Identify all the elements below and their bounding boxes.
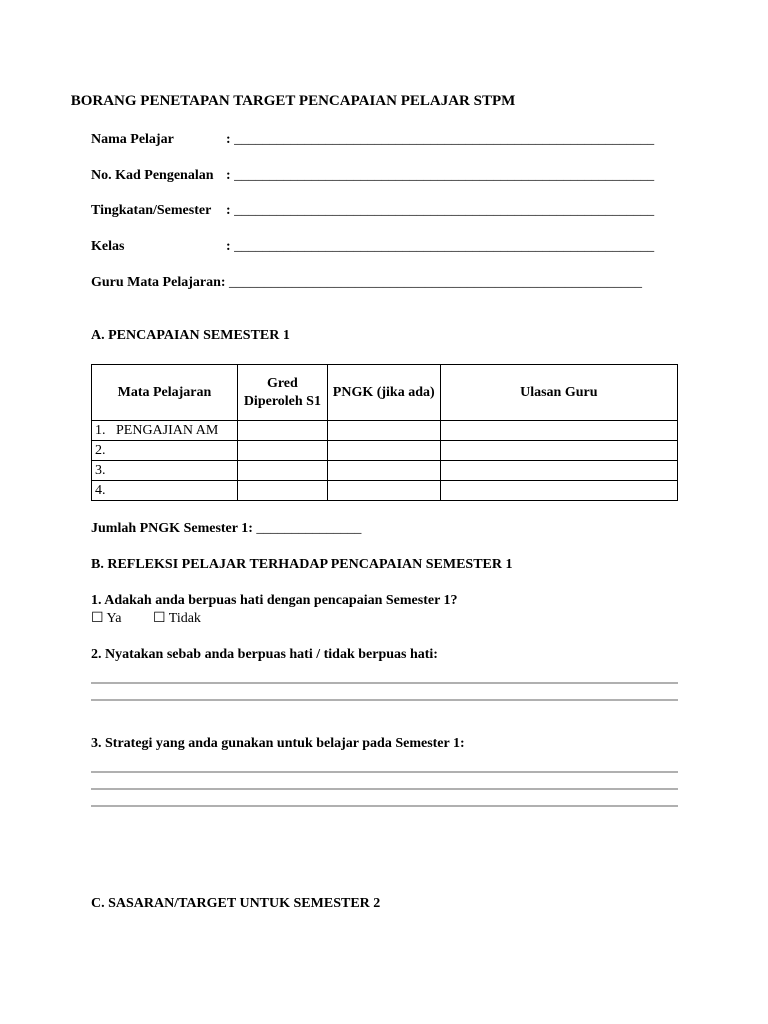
section-c-heading: C. SASARAN/TARGET UNTUK SEMESTER 2 [91, 896, 381, 911]
column-header: Gred Diperoleh S1 [237, 365, 327, 421]
field-input-line[interactable]: ____________________________________________________________ [234, 132, 655, 147]
column-header: PNGK (jika ada) [327, 365, 440, 421]
table-cell: 1. PENGAJIAN AM [92, 421, 238, 441]
answer-line[interactable] [91, 771, 678, 773]
table-cell-input[interactable] [327, 441, 440, 461]
field-no-kad-pengenalan[interactable] [91, 168, 654, 184]
column-header: Mata Pelajaran [92, 365, 238, 421]
grades-table [91, 364, 678, 501]
table-cell-input[interactable] [440, 481, 677, 501]
field-tingkatan-semester[interactable] [91, 203, 654, 219]
field-label: No. Kad Pengenalan [91, 168, 214, 183]
table-header-row [92, 365, 678, 421]
section-a-heading: A. PENCAPAIAN SEMESTER 1 [91, 328, 290, 343]
answer-line[interactable] [91, 699, 678, 701]
table-row [92, 461, 678, 481]
field-input-line[interactable]: ____________________________________________________________ [234, 239, 655, 254]
table-cell[interactable]: 3. [92, 461, 238, 481]
field-colon: : [226, 239, 231, 254]
form-title: BORANG PENETAPAN TARGET PENCAPAIAN PELAJAR STPM [70, 93, 516, 109]
table-cell-input[interactable] [440, 461, 677, 481]
table-cell-input[interactable] [440, 441, 677, 461]
field-colon: : [226, 168, 231, 183]
question-3: 3. Strategi yang anda gunakan untuk belajar pada Semester 1: [91, 736, 465, 751]
field-nama-pelajar[interactable] [91, 132, 654, 148]
section-b-heading: B. REFLEKSI PELAJAR TERHADAP PENCAPAIAN SEMESTER 1 [91, 557, 513, 572]
checkbox-tidak[interactable]: ☐ Tidak [152, 611, 201, 626]
table-row [92, 481, 678, 501]
table-cell-input[interactable] [327, 421, 440, 441]
answer-line[interactable] [91, 805, 678, 807]
table-cell-input[interactable] [237, 461, 327, 481]
field-label: Tingkatan/Semester [91, 203, 212, 218]
jumlah-pngk-label: Jumlah PNGK Semester 1: [91, 521, 253, 536]
column-header: Ulasan Guru [440, 365, 677, 421]
table-row [92, 441, 678, 461]
field-label: Nama Pelajar [91, 132, 174, 147]
field-guru-mata-pelajaran[interactable] [91, 275, 642, 291]
table-cell[interactable]: 2. [92, 441, 238, 461]
jumlah-pngk-field[interactable] [91, 521, 361, 537]
table-cell-input[interactable] [440, 421, 677, 441]
field-label: Guru Mata Pelajaran: [91, 275, 226, 290]
field-input-line[interactable]: ___________________________________________________________ [229, 275, 643, 290]
table-cell-input[interactable] [237, 481, 327, 501]
answer-line[interactable] [91, 682, 678, 684]
field-input-line[interactable]: ____________________________________________________________ [234, 168, 655, 183]
table-cell-input[interactable] [327, 481, 440, 501]
jumlah-pngk-input-line[interactable]: _______________ [256, 521, 362, 536]
field-kelas[interactable] [91, 239, 654, 255]
field-input-line[interactable]: ____________________________________________________________ [234, 203, 655, 218]
table-cell[interactable]: 4. [92, 481, 238, 501]
table-cell-input[interactable] [237, 441, 327, 461]
q1-options [91, 610, 229, 627]
answer-line[interactable] [91, 788, 678, 790]
table-cell-input[interactable] [237, 421, 327, 441]
checkbox-ya[interactable]: ☐ Ya [91, 611, 122, 626]
table-row [92, 421, 678, 441]
field-colon: : [226, 203, 231, 218]
question-1: 1. Adakah anda berpuas hati dengan pencapaian Semester 1? [91, 593, 458, 608]
field-colon: : [226, 132, 231, 147]
question-2: 2. Nyatakan sebab anda berpuas hati / tidak berpuas hati: [91, 647, 438, 662]
table-cell-input[interactable] [327, 461, 440, 481]
field-label: Kelas [91, 239, 125, 254]
